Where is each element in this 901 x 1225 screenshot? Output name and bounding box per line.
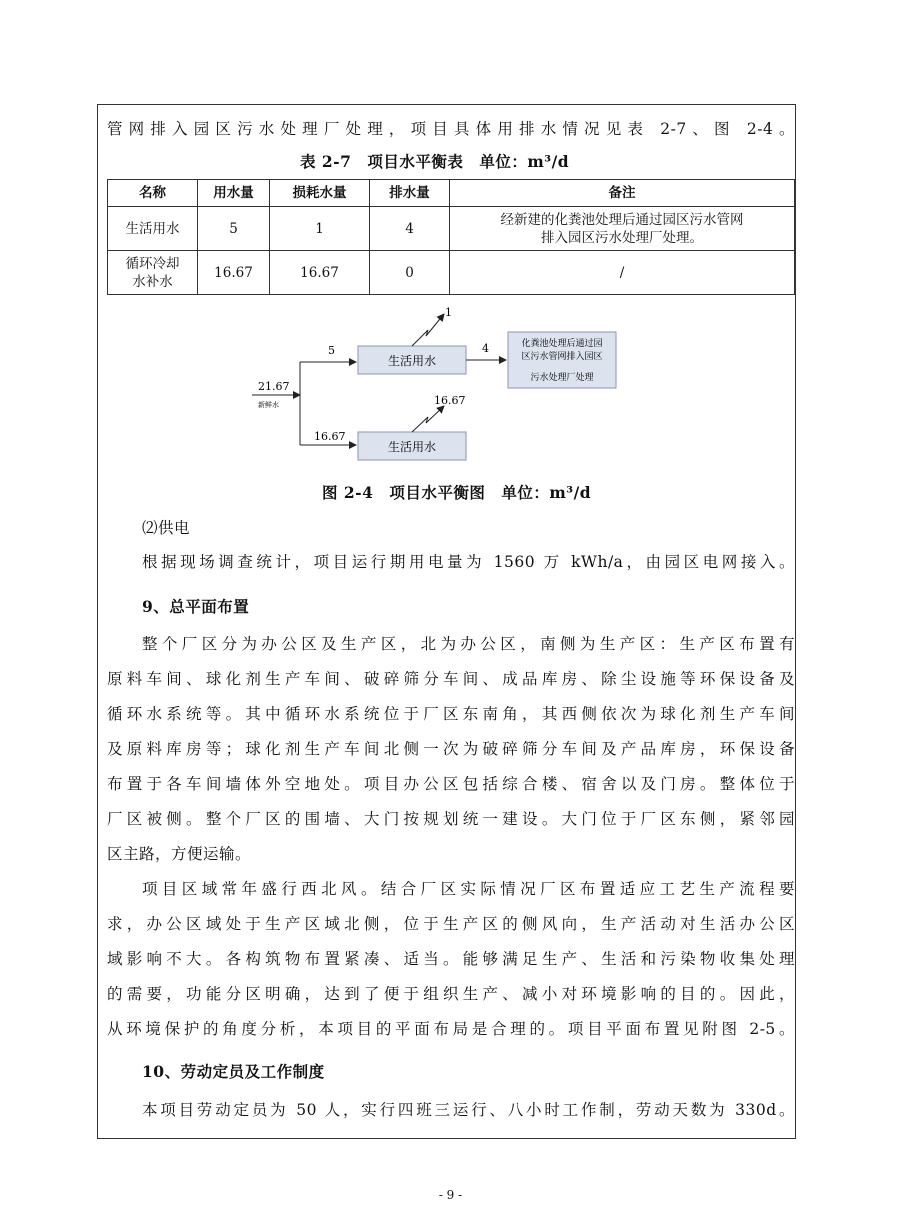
section-9-line: 厂区被侧。整个厂区的围墙、大门按规划统一建设。大门位于厂区东侧，紧邻园 (107, 810, 795, 828)
section-9-line: 及原料库房等；球化剂生产车间北侧一次为破碎筛分车间及产品库房，环保设备 (107, 740, 795, 758)
table-row (108, 251, 795, 295)
treatment-line: 区污水管网排入园区 (521, 352, 603, 362)
row-note-line: 经新建的化粪池处理后通过园区污水管网 (500, 211, 744, 228)
section-9-line: 的需要，功能分区明确，达到了便于组织生产、减小对环境影响的目的。因此， (107, 985, 795, 1003)
section-9-line: 循环水系统等。其中循环水系统位于厂区东南角，其西侧依次为球化剂生产车间 (107, 705, 795, 723)
section-9-line: 整个厂区分为办公区及生产区，北为办公区，南侧为生产区：生产区布置有 (142, 635, 795, 653)
upper-outflow-value: 4 (482, 342, 489, 355)
upper-inflow-value: 5 (328, 344, 335, 357)
header-note: 备注 (450, 180, 795, 207)
section-9-line: 布置于各车间墙体外空地处。项目办公区包括综合楼、宿舍以及门房。整体位于 (107, 775, 795, 793)
section-9-title: 9、总平面布置 (142, 597, 250, 616)
water-balance-table (107, 179, 795, 295)
row-drain: 4 (370, 207, 450, 251)
row-use: 16.67 (198, 251, 270, 295)
row-note (450, 207, 795, 251)
figure-caption: 图 2-4 项目水平衡图 单位：m³/d (322, 483, 592, 502)
row-note: / (450, 251, 795, 295)
upper-box-label: 生活用水 (387, 354, 437, 368)
row-use: 5 (198, 207, 270, 251)
row-name: 生活用水 (108, 207, 198, 251)
upper-loss-value: 1 (445, 306, 452, 319)
section-10-paragraph: 本项目劳动定员为 50 人，实行四班三运行、八小时工作制，劳动天数为 330d。 (142, 1101, 795, 1119)
inflow-label: 新鲜水 (258, 401, 279, 409)
section-9-line: 从环境保护的角度分析，本项目的平面布局是合理的。项目平面布置见附图 2-5。 (107, 1020, 795, 1038)
row-drain: 0 (370, 251, 450, 295)
section-9-line: 原料车间、球化剂生产车间、破碎筛分车间、成品库房、除尘设施等环保设备及 (107, 670, 795, 688)
page-number: - 9 - (438, 1188, 463, 1202)
upper-loss-arrow (412, 314, 444, 346)
treatment-line: 化粪池处理后通过园 (521, 339, 603, 349)
header-name: 名称 (108, 180, 198, 207)
section-10-title: 10、劳动定员及工作制度 (142, 1062, 325, 1081)
inflow-value: 21.67 (258, 380, 290, 393)
row-name-line: 水补水 (132, 273, 173, 290)
row-loss: 1 (270, 207, 370, 251)
treatment-line: 污水处理厂处理 (530, 373, 594, 383)
row-note-line: 排入园区污水处理厂处理。 (541, 229, 703, 246)
water-balance-diagram (240, 300, 630, 470)
section-9-line: 项目区域常年盛行西北风。结合厂区实际情况厂区布置适应工艺生产流程要 (142, 880, 795, 898)
row-name-line: 循环冷却 (125, 255, 180, 272)
lower-inflow-value: 16.67 (314, 430, 346, 443)
power-paragraph: 根据现场调查统计，项目运行期用电量为 1560 万 kWh/a，由园区电网接入。 (142, 553, 795, 571)
table-header-row (108, 180, 795, 207)
table-row (108, 207, 795, 251)
header-drain: 排水量 (370, 180, 450, 207)
row-loss: 16.67 (270, 251, 370, 295)
power-heading: ⑵供电 (142, 519, 191, 537)
table-caption: 表 2-7 项目水平衡表 单位：m³/d (300, 152, 570, 171)
row-name (108, 251, 198, 295)
lower-box-label: 生活用水 (387, 440, 437, 454)
lower-loss-arrow (412, 406, 444, 432)
header-loss: 损耗水量 (270, 180, 370, 207)
intro-paragraph: 管网排入园区污水处理厂处理，项目具体用排水情况见表 2-7、图 2-4。 (107, 120, 795, 138)
section-9-line: 域影响不大。各构筑物布置紧凑、适当。能够满足生产、生活和污染物收集处理 (107, 950, 795, 968)
section-9-line: 求，办公区域处于生产区域北侧，位于生产区的侧风向，生产活动对生活办公区 (107, 915, 795, 933)
header-use: 用水量 (198, 180, 270, 207)
lower-loss-value: 16.67 (434, 394, 466, 407)
section-9-line: 区主路，方便运输。 (107, 845, 252, 863)
